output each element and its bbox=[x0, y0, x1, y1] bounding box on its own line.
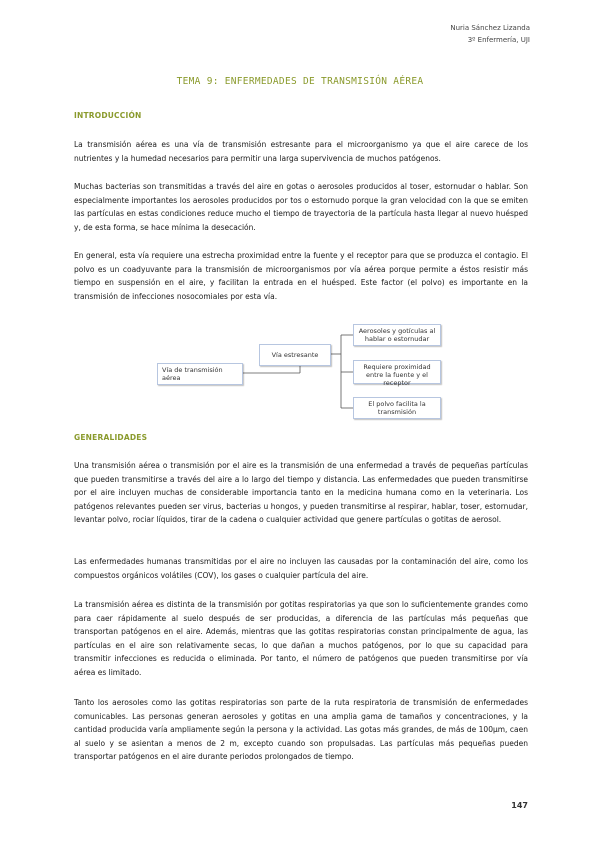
page-number: 147 bbox=[511, 801, 528, 810]
document-title: TEMA 9: ENFERMEDADES DE TRANSMISIÓN AÉREA bbox=[176, 76, 424, 87]
author-name: Nuria Sánchez Lizanda bbox=[450, 24, 530, 32]
diagram-middle-box: Vía estresante bbox=[259, 344, 331, 366]
section-heading-general: GENERALIDADES bbox=[74, 433, 148, 442]
general-paragraph-1: Una transmisión aérea o transmisión por el aire es la transmisión de una enfermedad a través de pequeñas partículas que pueden transmitirse a través del aire a lo largo del tiempo y distancia. Las enfermedades que pueden transmitirse por el aire incluyen muchas de considerable importancia tanto en la medicina humana como en la veterinaria. Los patógenos relevantes pueden ser virus, bacterias u hongos, y pueden transmitirse al respirar, hablar, toser, estornudar, levantar polvo, rociar líquidos, tirar de la cadena o cualquier actividad que genere partículas o gotitas de aerosol. bbox=[74, 461, 528, 525]
general-paragraph-2: Las enfermedades humanas transmitidas por el aire no incluyen las causadas por la contaminación del aire, como los compuestos orgánicos volátiles (COV), los gases o cualquier partícula del aire. bbox=[74, 557, 528, 580]
general-paragraph-3: La transmisión aérea es distinta de la transmisión por gotitas respiratorias ya que son lo suficientemente grandes como para caer rápidamente al suelo después de ser producidas, a diferencia de las partículas más pequeñas que transportan patógenos en el aire. Además, mientras que las gotitas respiratorias constan principalmente de agua, las partículas en el aire son relativamente secas, lo que dañan a muchos patógenos, por lo que su capacidad para transmitir infecciones es reducida o eliminada. Por tanto, el número de patógenos que pueden transmitirse por vía aérea es limitado. bbox=[74, 600, 528, 677]
document-header bbox=[450, 22, 530, 46]
course-name: 3º Enfermería, UJI bbox=[467, 36, 530, 44]
general-paragraph-4: Tanto los aerosoles como las gotitas respiratorias son parte de la ruta respiratoria de transmisión de enfermedades comunicables. Las personas generan aerosoles y gotitas en una amplia gama de tamaños y concentraciones, y la cantidad producida varía ampliamente según la persona y la actividad. Las gotas más grandes, de más de 100µm, caen al suelo y se asientan a menos de 2 m, excepto cuando son propulsadas. Las partículas más pequeñas pueden transportar patógenos en el aire durante periodos prolongados de tiempo. bbox=[74, 698, 528, 762]
intro-paragraph-2: Muchas bacterias son transmitidas a través del aire en gotas o aerosoles producidos al toser, estornudar o hablar. Son especialmente importantes los aerosoles producidos por tos o estornudo porque la gran velocidad con la que se emiten las partículas en estas condiciones reduce mucho el tiempo de trayectoria de la partícula hasta llegar al nuevo huésped y, de esta forma, se hace mínima la desecación. bbox=[74, 182, 528, 232]
intro-paragraph-1: La transmisión aérea es una vía de transmisión estresante para el microorganismo ya que el aire carece de los nutrientes y la humedad necesarios para permitir una larga supervivencia de muchos patógenos. bbox=[74, 140, 528, 163]
intro-paragraph-3: En general, esta vía requiere una estrecha proximidad entre la fuente y el receptor para que se produzca el contagio. El polvo es un coadyuvante para la transmisión de microorganismos por vía aérea porque permite a éstos resistir más tiempo en suspensión en el aire, y facilitan la entrada en el huésped. Este factor (el polvo) es importante en la transmisión de infecciones nosocomiales por esta vía. bbox=[74, 251, 528, 301]
diagram-branch-1: Aerosoles y gotículas al hablar o estornudar bbox=[353, 324, 441, 346]
diagram-root-box: Vía de transmisión aérea bbox=[157, 363, 243, 385]
transmission-diagram bbox=[155, 322, 445, 422]
diagram-branch-3: El polvo facilita la transmisión bbox=[353, 397, 441, 419]
diagram-branch-2: Requiere proximidad entre la fuente y el receptor bbox=[353, 360, 441, 384]
section-heading-intro: INTRODUCCIÓN bbox=[74, 111, 142, 120]
